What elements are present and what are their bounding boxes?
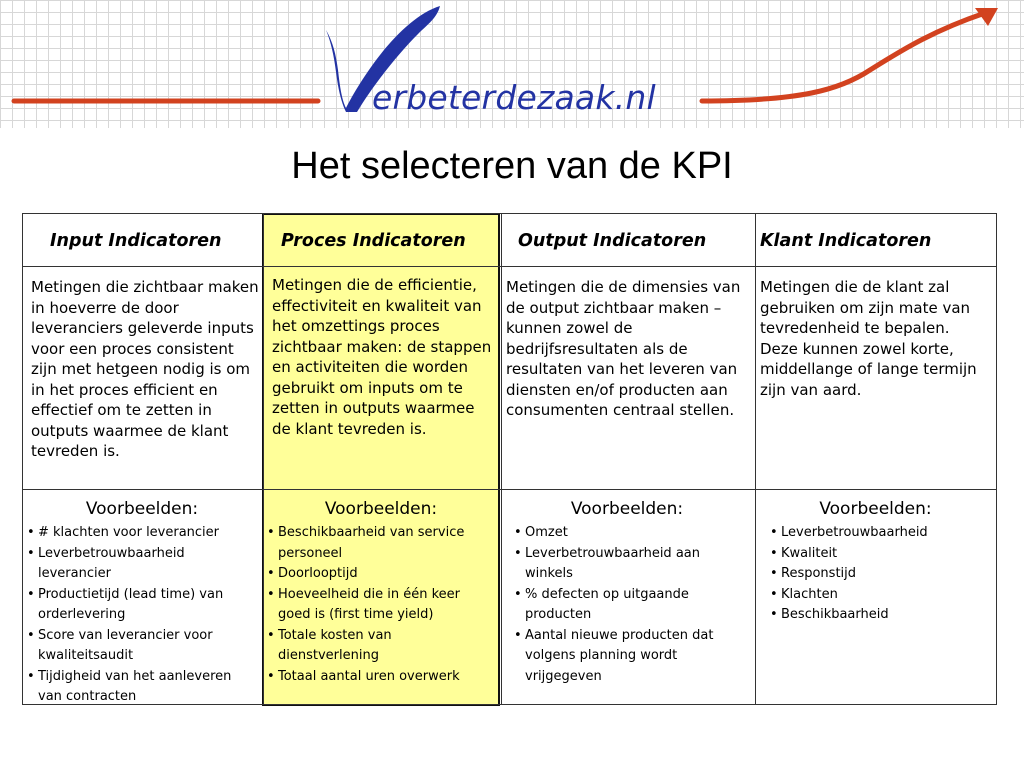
column-klant [754, 213, 997, 705]
examples-label: Voorbeelden: [324, 499, 438, 519]
examples-label: Voorbeelden: [819, 499, 932, 519]
list-item: • Leverbetrouwbaarheid leverancier [27, 544, 259, 585]
list-item: • Omzet [514, 523, 734, 544]
examples-list [27, 523, 259, 708]
list-item: • Doorlooptijd [267, 564, 491, 585]
list-item: • Leverbetrouwbaarheid [770, 523, 990, 544]
list-item: • Totale kosten van dienstverlening [267, 626, 491, 667]
red-swoosh-arrow [702, 13, 985, 101]
column-description: Metingen die de dimensies van de output zichtbaar maken – kunnen zowel de bedrijfsresultaten als de resultaten van het leveren van diensten en/of producten aan consumenten centraal stellen. [506, 278, 741, 419]
page-title: Het selecteren van de KPI [291, 145, 733, 187]
list-item: • Tijdigheid van het aanleveren van contracten [27, 667, 259, 708]
column-description: Metingen die de klant zal gebruiken om zijn mate van tevredenheid te bepalen. Deze kunnen zowel korte, middellange of lange termijn zijn van aard. [760, 278, 977, 399]
examples-label: Voorbeelden: [570, 499, 684, 519]
column-proces [262, 213, 500, 705]
column-header: Klant Indicatoren [760, 231, 932, 251]
list-item: • Score van leverancier voor kwaliteitsaudit [27, 626, 259, 667]
column-header: Output Indicatoren [518, 231, 707, 251]
list-item: • # klachten voor leverancier [27, 523, 259, 544]
examples-list [770, 523, 990, 626]
column-description: Metingen die zichtbaar maken in hoeverre de door leveranciers geleverde inputs voor een proces consistent zijn met hetgeen nodig is om in het proces efficient en effectief om te zetten in outputs waarmee de klant tevreden is. [31, 278, 259, 460]
column-input [22, 213, 262, 705]
list-item: • Productietijd (lead time) van orderlevering [27, 585, 259, 626]
column-header: Proces Indicatoren [281, 231, 466, 251]
list-item: • Aantal nieuwe producten dat volgens planning wordt vrijgegeven [514, 626, 734, 688]
list-item: • Klachten [770, 585, 990, 606]
list-item: • Beschikbaarheid van service personeel [267, 523, 491, 564]
list-item: • Kwaliteit [770, 544, 990, 565]
column-output [500, 213, 754, 705]
examples-list [514, 523, 734, 687]
list-item: • Totaal aantal uren overwerk [267, 667, 491, 688]
list-item: • Beschikbaarheid [770, 605, 990, 626]
list-item: • Hoeveelheid die in één keer goed is (first time yield) [267, 585, 491, 626]
list-item: • Responstijd [770, 564, 990, 585]
header-banner [0, 0, 1024, 128]
examples-list [267, 523, 491, 687]
list-item: • Leverbetrouwbaarheid aan winkels [514, 544, 734, 585]
logo-text: erbeterdezaak.nl [372, 78, 656, 117]
examples-label: Voorbeelden: [85, 499, 199, 519]
column-header: Input Indicatoren [50, 231, 222, 251]
column-description: Metingen die de efficientie, effectiviteit en kwaliteit van het omzettings proces zichtbaar maken: de stappen en activiteiten die worden gebruikt om inputs om te zetten in outputs waarmee de klant tevreden is. [272, 276, 492, 438]
list-item: • % defecten op uitgaande producten [514, 585, 734, 626]
